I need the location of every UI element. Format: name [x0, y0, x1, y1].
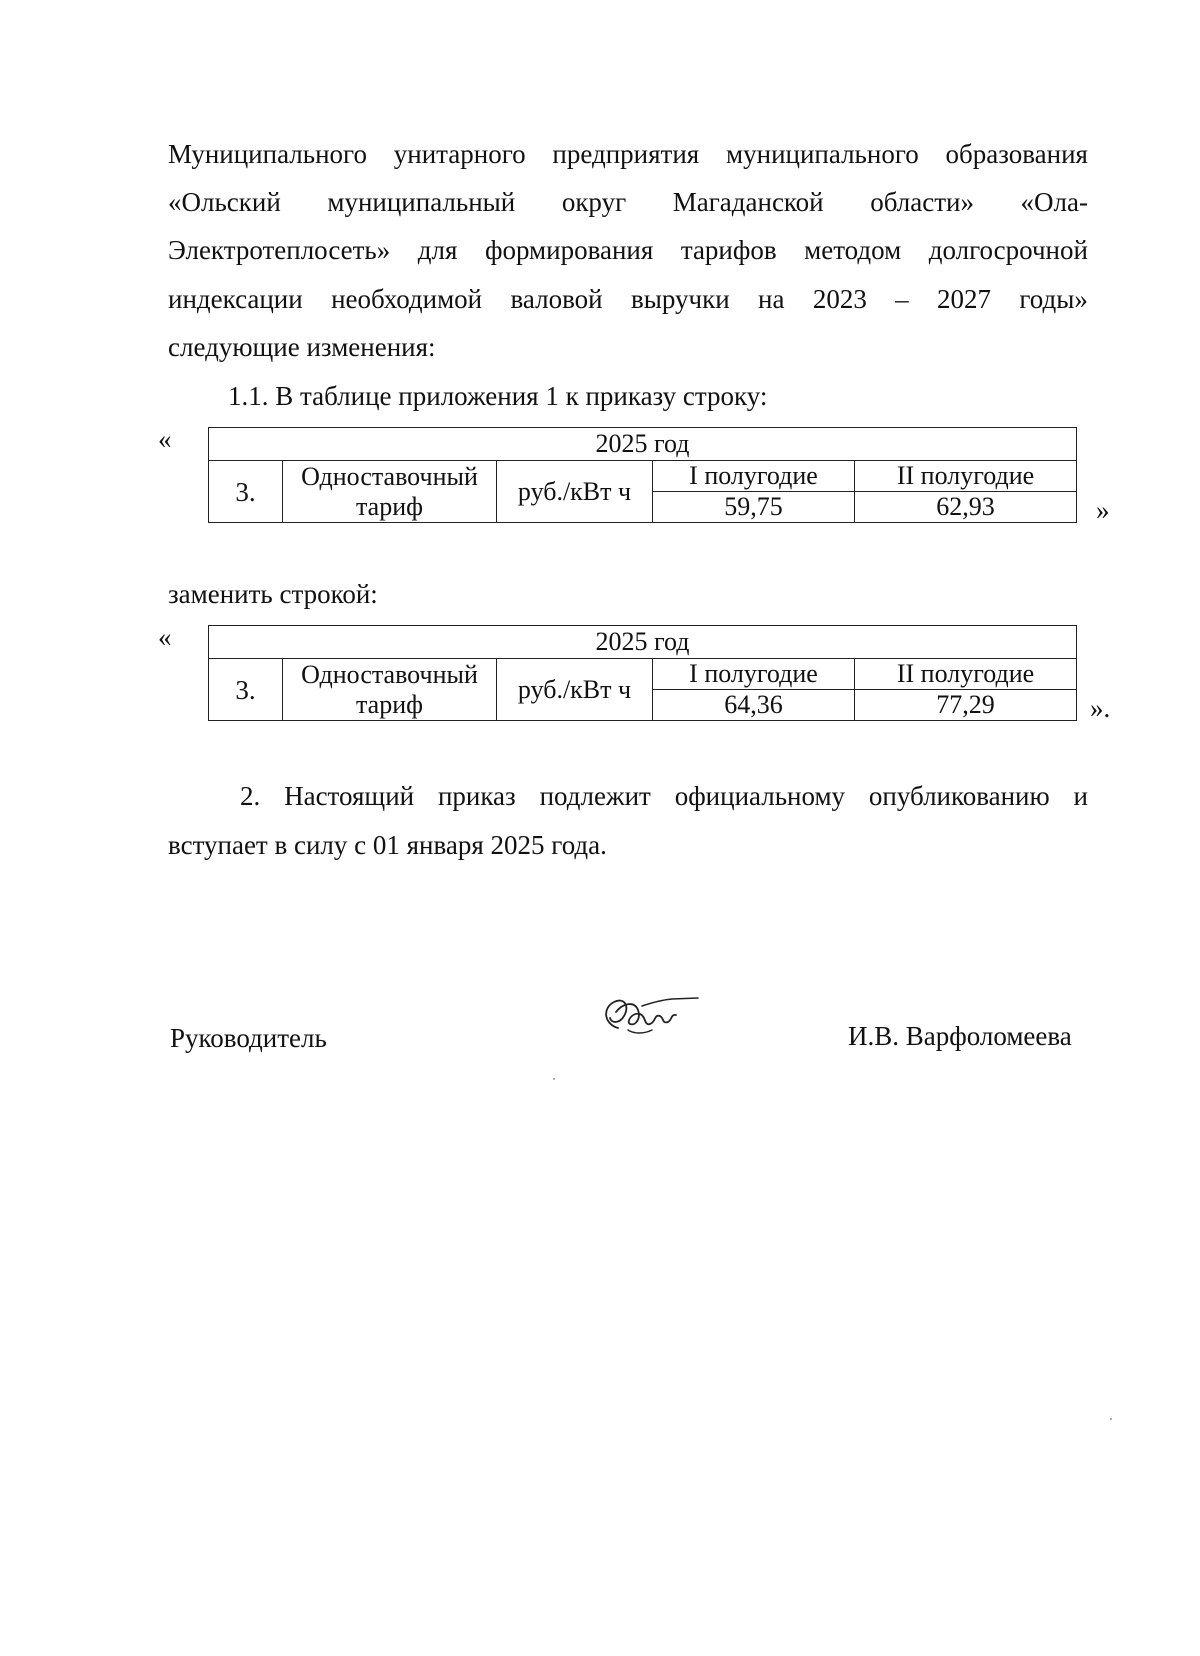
tariff-name-line2: тариф — [356, 491, 423, 521]
word: унитарного — [393, 139, 526, 169]
word: округ — [561, 187, 627, 217]
paragraph2-line2: вступает в силу с 01 января 2025 года. — [168, 830, 607, 860]
word: приказ — [437, 781, 516, 811]
open-quote: « — [158, 424, 172, 454]
word: предприятия — [552, 139, 700, 169]
word: и — [1073, 781, 1088, 811]
paragraph1-last-line: следующие изменения: — [168, 332, 436, 362]
paragraph2-line1 — [240, 780, 1088, 812]
word: валовой — [510, 284, 603, 314]
tariff-name-line1: Одноставочный — [301, 461, 478, 491]
paragraph1-line2 — [168, 186, 1088, 218]
half1-value: 64,36 — [653, 690, 855, 721]
word: долгосрочной — [928, 235, 1088, 265]
word: годы» — [1019, 284, 1088, 314]
paragraph1-line4 — [168, 283, 1088, 315]
word: 2023 — [812, 284, 867, 314]
word: Муниципального — [168, 139, 367, 169]
half2-label: II полугодие — [855, 659, 1077, 690]
word: на — [758, 284, 785, 314]
unit-cell: руб./кВт ч — [497, 461, 653, 523]
tariff-table-old — [208, 427, 1077, 523]
row-number: 3. — [209, 461, 283, 523]
word: индексации — [168, 284, 303, 314]
word: муниципальный — [327, 187, 516, 217]
word: для — [417, 235, 458, 265]
word: официальному — [674, 781, 846, 811]
row-number: 3. — [209, 659, 283, 721]
half2-value: 77,29 — [855, 690, 1077, 721]
table-year-header: 2025 год — [209, 428, 1077, 461]
word: 2. — [240, 781, 261, 811]
signatory-role: Руководитель — [170, 1023, 327, 1053]
paragraph1-line3 — [168, 234, 1088, 266]
word: – — [895, 284, 909, 314]
word: области» — [870, 187, 974, 217]
open-quote: « — [158, 622, 172, 652]
word: «Ола- — [1020, 187, 1088, 217]
half2-value: 62,93 — [855, 492, 1077, 523]
word: формирования — [484, 235, 654, 265]
handwritten-signature — [598, 990, 702, 1048]
close-quote: ». — [1090, 693, 1111, 723]
word: опубликованию — [868, 781, 1050, 811]
word: Настоящий — [284, 781, 415, 811]
paragraph1-line1 — [168, 138, 1088, 170]
tariff-name-cell — [283, 461, 497, 523]
half1-value: 59,75 — [653, 492, 855, 523]
item-1-1-text: 1.1. В таблице приложения 1 к приказу строку: — [228, 381, 768, 411]
table-year-header: 2025 год — [209, 626, 1077, 659]
scan-speck — [553, 1078, 555, 1080]
word: необходимой — [331, 284, 483, 314]
tariff-name-line1: Одноставочный — [301, 659, 478, 689]
half1-label: I полугодие — [653, 659, 855, 690]
word: «Ольский — [168, 187, 281, 217]
scan-speck — [1110, 1418, 1112, 1420]
word: муниципального — [726, 139, 919, 169]
word: тарифов — [680, 235, 777, 265]
half2-label: II полугодие — [855, 461, 1077, 492]
word: Магаданской — [672, 187, 824, 217]
tariff-table-new — [208, 625, 1077, 721]
word: методом — [804, 235, 902, 265]
unit-cell: руб./кВт ч — [497, 659, 653, 721]
half1-label: I полугодие — [653, 461, 855, 492]
word: подлежит — [539, 781, 651, 811]
close-quote: » — [1096, 495, 1110, 525]
tariff-name-cell — [283, 659, 497, 721]
word: выручки — [630, 284, 730, 314]
word: 2027 — [937, 284, 992, 314]
word: Электротеплосеть» — [168, 235, 391, 265]
word: образования — [945, 139, 1088, 169]
replace-text: заменить строкой: — [168, 579, 378, 609]
signatory-name: И.В. Варфоломеева — [848, 1021, 1072, 1051]
tariff-name-line2: тариф — [356, 689, 423, 719]
